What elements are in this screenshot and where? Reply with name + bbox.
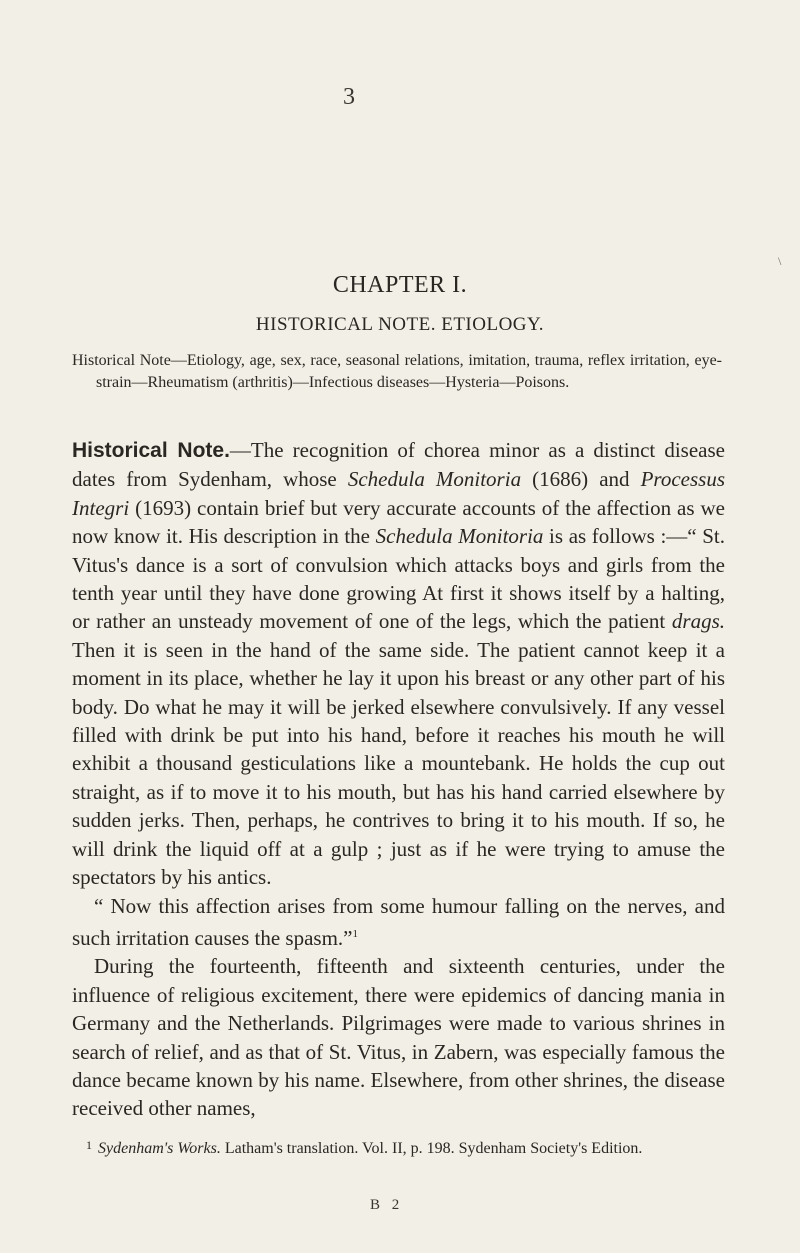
body-text-segment: (1693) contain brief but very accurate accounts of the affection as we now know it. His description in the bbox=[72, 495, 725, 549]
chapter-subtitle: HISTORICAL NOTE. ETIOLOGY. bbox=[255, 314, 545, 335]
italic-title: Schedula Monitoria bbox=[347, 467, 522, 492]
paragraph-middle-ages: During the fourteenth, fifteenth and sixteenth centuries, under the influence of religious excitement, there were epidemics of dancing mania in Germany and the Netherlands. Pilgrimages were made to various shrines in search of relief, and as that of St. Vitus, in Zabern, was especially famous the dance became known by his name. Elsewhere, from other shrines, the disease received other names, bbox=[72, 954, 725, 1121]
footnote bbox=[72, 1135, 722, 1159]
body-text-segment: is as follows :—“ St. Vitus's dance is a sort of convulsion which attacks boys and girls from the tenth year until they have done growing At first it shows itself by a halting, or rather an unsteady movement of one of the legs, which the patient bbox=[72, 524, 725, 634]
paragraph-quote bbox=[72, 892, 725, 953]
signature-mark: B 2 bbox=[370, 1197, 404, 1213]
italic-title: Schedula Monitoria bbox=[375, 524, 544, 549]
body-text-segment: (1686) and bbox=[521, 467, 641, 492]
body-text bbox=[72, 436, 725, 1123]
paragraph-historical-note bbox=[72, 436, 725, 892]
body-text-segment: Then it is seen in the hand of the same side. The patient cannot keep it a moment in its place, whether he lay it upon his breast or any other part of his body. Do what he may it will be jerked elsewhere convulsively. If any vessel filled with drink be put into his hand, before it reaches his mouth he will exhibit a thousand gesticulations like a mountebank. He holds the cup out straight, as if to move it to his mouth, but has his hand carried elsewhere by sudden jerks. Then, perhaps, he contrives to bring it to his mouth. If so, he will drink the liquid off at a gulp ; just as if he were trying to amuse the spectators by his antics. bbox=[72, 637, 725, 890]
margin-mark: \ bbox=[778, 254, 782, 268]
italic-word: drags. bbox=[671, 609, 725, 634]
chapter-title: CHAPTER I. bbox=[332, 272, 468, 298]
body-text-segment: —The recognition of chorea minor as a distinct disease dates from Sydenham, whose bbox=[72, 438, 725, 492]
chapter-summary: Historical Note—Etiology, age, sex, race, seasonal relations, imitation, trauma, reflex irritation, eye-strain—Rheumatism (arthritis)—Infectious diseases—Hysteria—Poisons. bbox=[72, 352, 722, 391]
italic-title: Processus Integri bbox=[72, 467, 725, 520]
footnote-reference: 1 bbox=[352, 927, 359, 940]
body-text-segment: “ Now this affection arises from some humour falling on the nerves, and such irritation causes the spasm.” bbox=[72, 893, 725, 950]
page-number: 3 bbox=[343, 84, 355, 110]
footnote-italic: Sydenham's Works. bbox=[98, 1140, 221, 1157]
footnote-mark: 1 bbox=[86, 1138, 92, 1152]
section-heading: Historical Note. bbox=[72, 439, 230, 462]
footnote-text: Latham's translation. Vol. II, p. 198. Sydenham Society's Edition. bbox=[220, 1140, 643, 1157]
